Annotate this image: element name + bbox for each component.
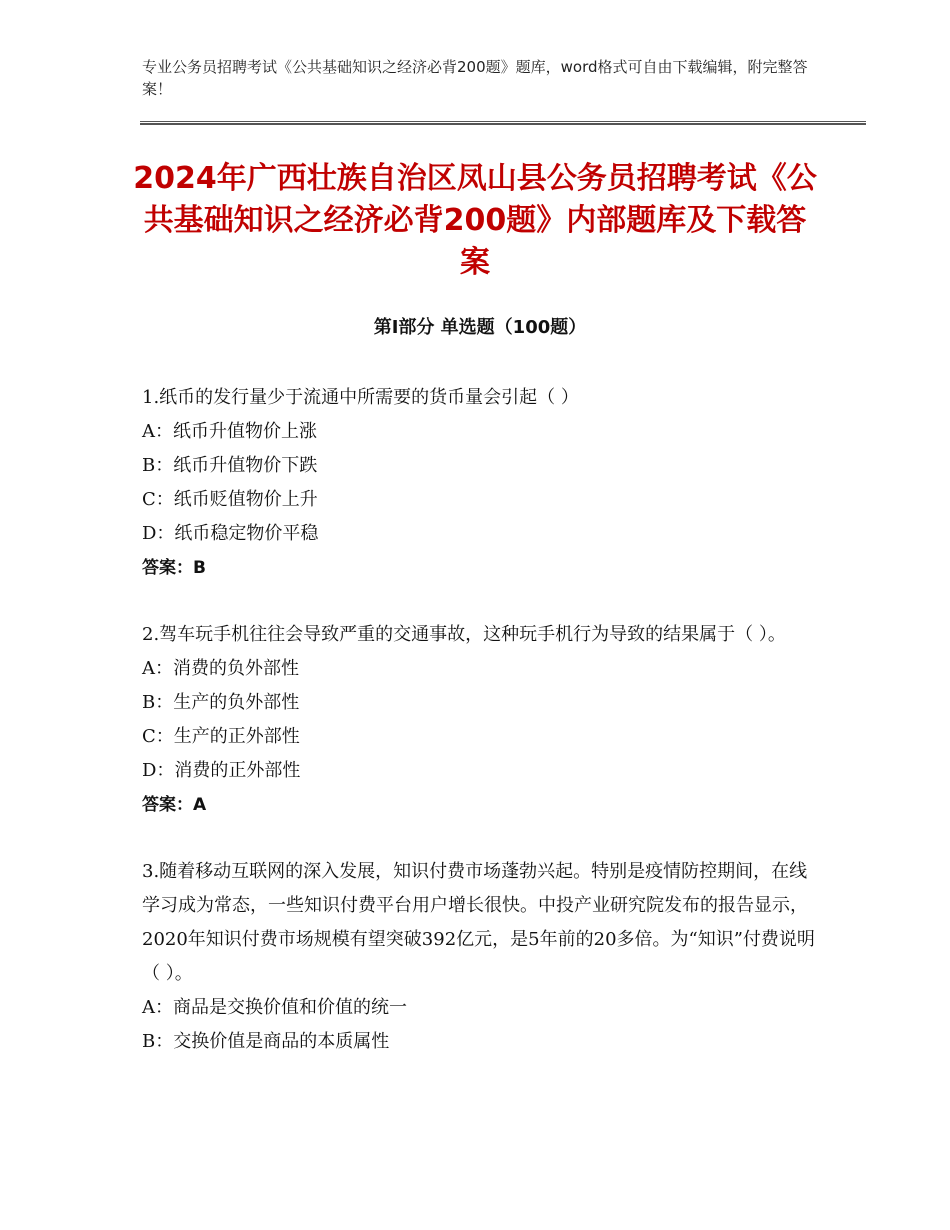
question-stem: 3.随着移动互联网的深入发展，知识付费市场蓬勃兴起。特别是疫情防控期间，在线学习成为常态，一些知识付费平台用户增长很快。中投产业研究院发布的报告显示，2020年知识付费市场规模有望突破392亿元，是5年前的20多倍。为“知识”付费说明（ ）。 xyxy=(142,861,815,984)
option-b: B：交换价值是商品的本质属性 xyxy=(142,1031,390,1052)
option-c: C：生产的正外部性 xyxy=(142,726,300,747)
question-1 xyxy=(142,381,818,585)
question-stem: 1.纸币的发行量少于流通中所需要的货币量会引起（ ） xyxy=(142,387,579,408)
option-b: B：生产的负外部性 xyxy=(142,692,300,713)
option-c: C：纸币贬值物价上升 xyxy=(142,489,318,510)
option-d: D：消费的正外部性 xyxy=(142,760,301,781)
document-title: 2024年广西壮族自治区凤山县公务员招聘考试《公共基础知识之经济必背200题》内部题库及下载答案 xyxy=(133,161,817,280)
question-stem: 2.驾车玩手机往往会导致严重的交通事故，这种玩手机行为导致的结果属于（ ）。 xyxy=(142,624,786,645)
answer-line: 答案：B xyxy=(142,558,206,578)
question-2 xyxy=(142,618,818,822)
option-a: A：消费的负外部性 xyxy=(142,658,299,679)
option-d: D：纸币稳定物价平稳 xyxy=(142,523,319,544)
header-divider xyxy=(140,121,866,125)
option-a: A：纸币升值物价上涨 xyxy=(142,421,317,442)
section-heading: 第I部分 单选题（100题） xyxy=(373,317,587,338)
answer-line: 答案：A xyxy=(142,795,207,815)
question-list xyxy=(142,381,818,1092)
question-3 xyxy=(142,855,818,1059)
option-a: A：商品是交换价值和价值的统一 xyxy=(142,997,407,1018)
header-note: 专业公务员招聘考试《公共基础知识之经济必背200题》题库，word格式可自由下载编辑，附完整答案！ xyxy=(142,58,808,98)
option-b: B：纸币升值物价下跌 xyxy=(142,455,318,476)
